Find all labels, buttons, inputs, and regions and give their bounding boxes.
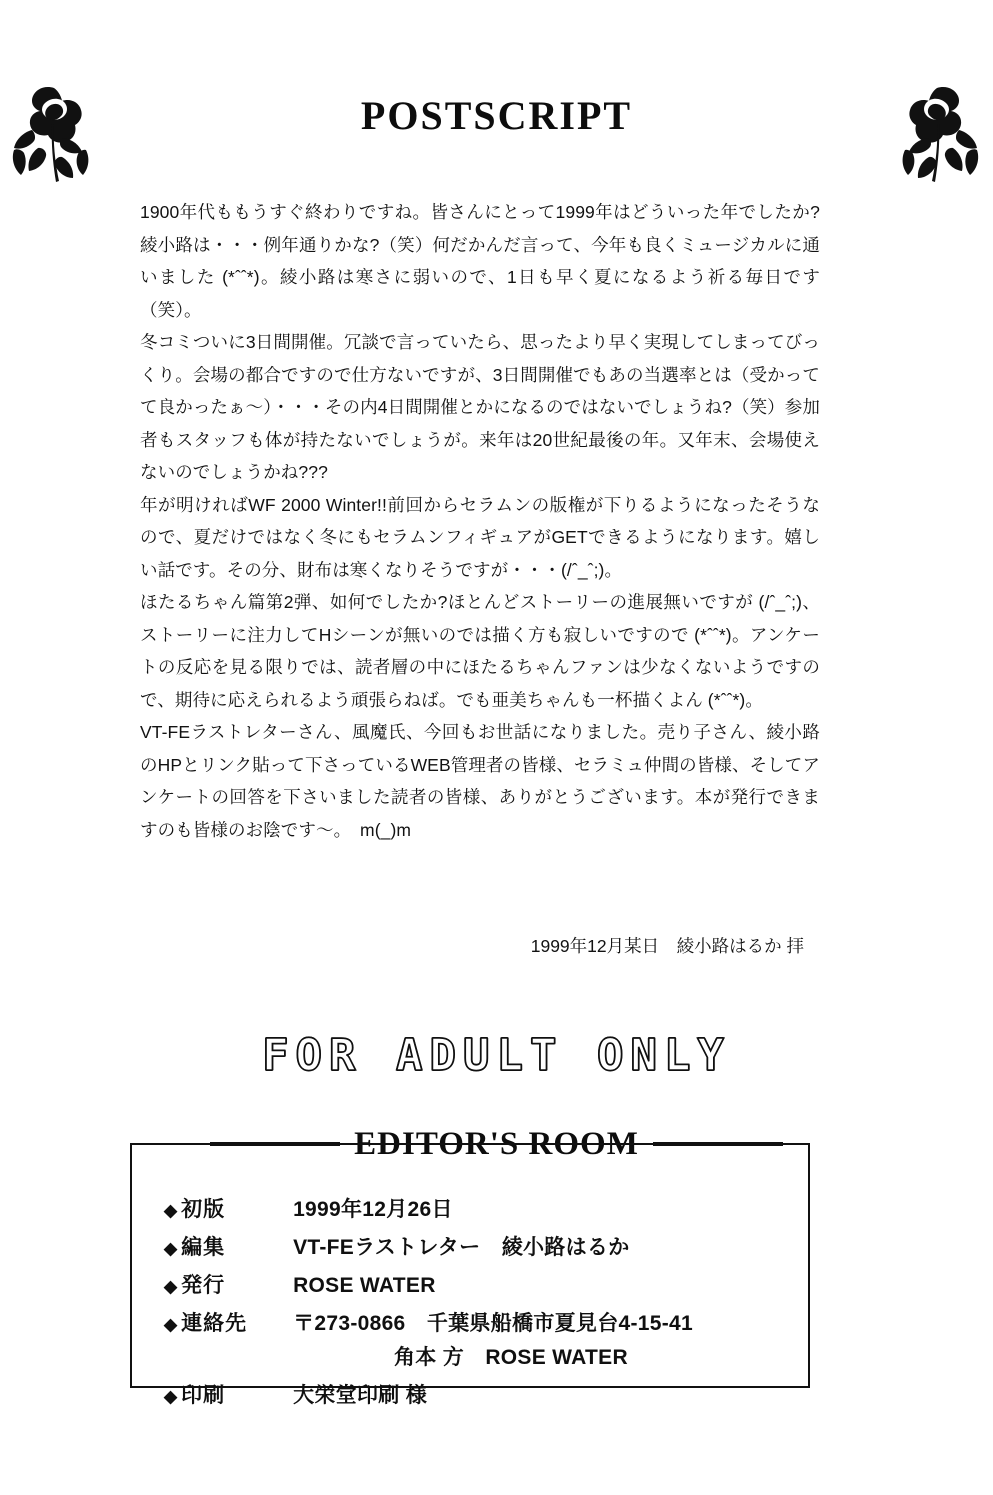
colophon-label: 発行 xyxy=(181,1274,226,1297)
postscript-paragraph: 1900年代ももうすぐ終わりですね。皆さんにとって1999年はどういった年でしたか?綾小路は・・・例年通りかな?（笑）何だかんだ言って、今年も良くミュージカルに通いました (*ˆˆ*)。綾小路は寒さに弱いので、1日も早く夏になるよう祈る毎日です（笑）。 xyxy=(140,202,820,320)
postscript-paragraph: 年が明ければWF 2000 Winter!!前回からセラムンの版権が下りるようになったそうなので、夏だけではなく冬にもセラムンフィギュアがGETできるようになります。嬉しい話です。その分、財布は寒くなりそうですが・・・(/ˆ_ˆ;)。 xyxy=(140,494,820,580)
editors-room-title: EDITOR'S ROOM xyxy=(354,1125,639,1162)
page-header xyxy=(0,78,993,188)
colophon-value: 大栄堂印刷 様 xyxy=(293,1384,428,1407)
postscript-text xyxy=(140,196,820,846)
colophon-row xyxy=(164,1231,776,1261)
colophon-label: 編集 xyxy=(181,1236,226,1259)
postscript-signature: 1999年12月某日 綾小路はるか 拝 xyxy=(530,936,804,956)
colophon-label: 初版 xyxy=(181,1198,226,1221)
adult-only-notice: FOR ADULT ONLY xyxy=(262,1030,731,1081)
colophon-row-continuation xyxy=(164,1341,776,1371)
postscript-paragraph: ほたるちゃん篇第2弾、如何でしたか?ほとんどストーリーの進展無いですが (/ˆ_ˆ;)、ストーリーに注力してHシーンが無いのでは描く方も寂しいですので (*ˆˆ*)。アンケートの反応を見る限りでは、読者層の中にほたるちゃんファンは少なくないようですので、期待に応えられるよう頑張らねば。でも亜美ちゃんも一杯描くよん (*ˆˆ*)。 xyxy=(140,592,820,710)
colophon-value: ROSE WATER xyxy=(293,1274,436,1297)
diamond-bullet-icon: ◆ xyxy=(164,1387,178,1406)
colophon-value: 角本 方 ROSE WATER xyxy=(394,1346,628,1369)
colophon-row xyxy=(164,1379,776,1409)
diamond-bullet-icon: ◆ xyxy=(164,1239,178,1258)
colophon-label: 印刷 xyxy=(181,1384,226,1407)
colophon-row xyxy=(164,1307,776,1337)
postscript-paragraph: 冬コミついに3日間開催。冗談で言っていたら、思ったより早く実現してしまってびっくり。会場の都合ですので仕方ないですが、3日間開催でもあの当選率とは（受かってて良かったぁ〜）・・・その内4日間開催とかになるのではないでしょうね?（笑）参加者もスタッフも体が持たないでしょうが。来年は20世紀最後の年。又年末、会場使えないのでしょうかね??? xyxy=(140,332,820,482)
page-title: POSTSCRIPT xyxy=(360,93,633,138)
diamond-bullet-icon: ◆ xyxy=(164,1277,178,1296)
colophon-list xyxy=(132,1193,808,1417)
diamond-bullet-icon: ◆ xyxy=(164,1201,178,1220)
rose-ornament-icon xyxy=(875,78,983,188)
colophon-row xyxy=(164,1193,776,1223)
editors-room-box xyxy=(130,1143,810,1407)
colophon-row xyxy=(164,1269,776,1299)
diamond-bullet-icon: ◆ xyxy=(164,1315,178,1334)
colophon-value: 〒273-0866 千葉県船橋市夏見台4-15-41 xyxy=(293,1312,694,1335)
postscript-paragraph: VT-FEラストレターさん、風魔氏、今回もお世話になりました。売り子さん、綾小路のHPとリンク貼って下さっているWEB管理者の皆様、セラミュ仲間の皆様、そしてアンケートの回答を下さいました読者の皆様、ありがとうございます。本が発行できますのも皆様のお陰です〜。 m(_)m xyxy=(140,722,820,840)
colophon-value: VT-FEラストレター 綾小路はるか xyxy=(293,1236,630,1259)
colophon-value: 1999年12月26日 xyxy=(293,1198,453,1221)
colophon-label: 連絡先 xyxy=(181,1312,248,1335)
